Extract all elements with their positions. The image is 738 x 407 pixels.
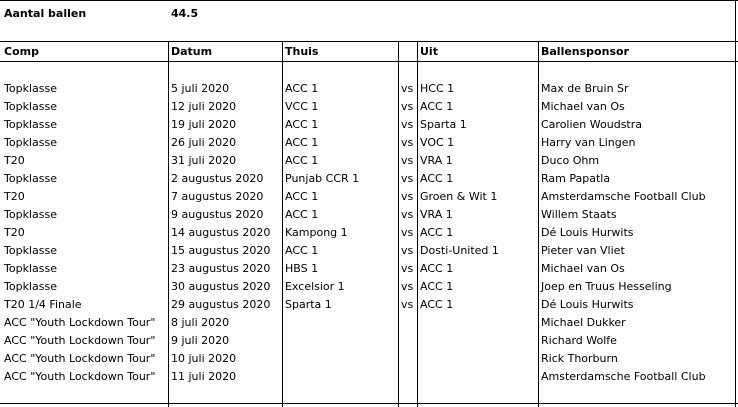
cell-vs: vs [401, 190, 414, 203]
cell-vs: vs [401, 280, 414, 293]
cell-comp: ACC "Youth Lockdown Tour" [4, 370, 156, 383]
cell-datum: 30 augustus 2020 [171, 280, 271, 293]
cell-sponsor: Duco Ohm [541, 154, 600, 167]
cell-datum: 26 juli 2020 [171, 136, 237, 149]
cell-uit: VOC 1 [420, 136, 455, 149]
cell-datum: 10 juli 2020 [171, 352, 237, 365]
cell-comp: Topklasse [4, 118, 57, 131]
cell-vs: vs [401, 244, 414, 257]
cell-uit: Dosti-United 1 [420, 244, 499, 257]
cell-sponsor: Rick Thorburn [541, 352, 618, 365]
cell-sponsor: Amsterdamsche Football Club [541, 370, 706, 383]
cell-sponsor: Harry van Lingen [541, 136, 636, 149]
cell-sponsor: Max de Bruin Sr [541, 82, 629, 95]
col-divider-vs [417, 41, 418, 407]
cell-comp: T20 [4, 154, 25, 167]
cell-datum: 8 juli 2020 [171, 316, 230, 329]
cell-uit: ACC 1 [420, 100, 454, 113]
cell-vs: vs [401, 298, 414, 311]
cell-vs: vs [401, 208, 414, 221]
cell-comp: Topklasse [4, 280, 57, 293]
cell-comp: T20 [4, 226, 25, 239]
cell-thuis: Kampong 1 [285, 226, 348, 239]
col-divider-datum [282, 41, 283, 407]
cell-comp: Topklasse [4, 172, 57, 185]
cell-datum: 2 augustus 2020 [171, 172, 264, 185]
cell-uit: Sparta 1 [420, 118, 467, 131]
cell-uit: ACC 1 [420, 172, 454, 185]
cell-datum: 11 juli 2020 [171, 370, 237, 383]
cell-thuis: ACC 1 [285, 82, 319, 95]
cell-comp: ACC "Youth Lockdown Tour" [4, 316, 156, 329]
cell-datum: 29 augustus 2020 [171, 298, 271, 311]
column-header-comp: Comp [4, 45, 39, 58]
cell-datum: 9 juli 2020 [171, 334, 230, 347]
cell-uit: VRA 1 [420, 154, 453, 167]
cell-comp: T20 [4, 190, 25, 203]
cell-comp: Topklasse [4, 136, 57, 149]
right-border [735, 0, 736, 407]
cell-uit: HCC 1 [420, 82, 455, 95]
cell-sponsor: Dé Louis Hurwits [541, 226, 634, 239]
cell-uit: ACC 1 [420, 280, 454, 293]
cell-sponsor: Richard Wolfe [541, 334, 617, 347]
cell-vs: vs [401, 262, 414, 275]
cell-sponsor: Michael van Os [541, 100, 625, 113]
cell-thuis: Excelsior 1 [285, 280, 345, 293]
cell-vs: vs [401, 226, 414, 239]
cell-thuis: ACC 1 [285, 208, 319, 221]
cell-comp: Topklasse [4, 262, 57, 275]
column-header-underline [0, 61, 738, 62]
cell-comp: Topklasse [4, 82, 57, 95]
cell-datum: 9 augustus 2020 [171, 208, 264, 221]
cell-sponsor: Michael van Os [541, 262, 625, 275]
ball-count-label: Aantal ballen [4, 7, 87, 20]
cell-sponsor: Dé Louis Hurwits [541, 298, 634, 311]
top-border [0, 0, 738, 1]
column-header-datum: Datum [171, 45, 213, 58]
col-divider-uit [538, 41, 539, 407]
cell-thuis: ACC 1 [285, 118, 319, 131]
cell-thuis: ACC 1 [285, 190, 319, 203]
cell-vs: vs [401, 136, 414, 149]
cell-thuis: HBS 1 [285, 262, 319, 275]
cell-sponsor: Carolien Woudstra [541, 118, 643, 131]
cell-thuis: ACC 1 [285, 244, 319, 257]
column-header-thuis: Thuis [285, 45, 319, 58]
cell-datum: 12 juli 2020 [171, 100, 237, 113]
cell-thuis: ACC 1 [285, 154, 319, 167]
cell-datum: 15 augustus 2020 [171, 244, 271, 257]
ball-count-value: 44.5 [171, 7, 199, 20]
cell-datum: 5 juli 2020 [171, 82, 230, 95]
cell-datum: 31 juli 2020 [171, 154, 237, 167]
cell-comp: Topklasse [4, 244, 57, 257]
cell-comp: ACC "Youth Lockdown Tour" [4, 352, 156, 365]
header-separator [0, 41, 738, 42]
cell-thuis: ACC 1 [285, 136, 319, 149]
cell-comp: ACC "Youth Lockdown Tour" [4, 334, 156, 347]
column-header-sponsor: Ballensponsor [541, 45, 629, 58]
cell-comp: T20 1/4 Finale [4, 298, 82, 311]
cell-uit: ACC 1 [420, 298, 454, 311]
cell-uit: ACC 1 [420, 262, 454, 275]
cell-vs: vs [401, 82, 414, 95]
cell-vs: vs [401, 172, 414, 185]
bottom-border [0, 403, 738, 404]
cell-sponsor: Pieter van Vliet [541, 244, 625, 257]
col-divider-thuis [398, 41, 399, 407]
cell-datum: 19 juli 2020 [171, 118, 237, 131]
cell-vs: vs [401, 100, 414, 113]
column-header-uit: Uit [420, 45, 438, 58]
col-divider-comp [168, 41, 169, 407]
cell-vs: vs [401, 118, 414, 131]
cell-uit: VRA 1 [420, 208, 453, 221]
cell-comp: Topklasse [4, 208, 57, 221]
cell-comp: Topklasse [4, 100, 57, 113]
cell-sponsor: Willem Staats [541, 208, 617, 221]
cell-thuis: Sparta 1 [285, 298, 332, 311]
cell-sponsor: Ram Papatla [541, 172, 611, 185]
cell-thuis: VCC 1 [285, 100, 319, 113]
cell-datum: 7 augustus 2020 [171, 190, 264, 203]
cell-sponsor: Michael Dukker [541, 316, 626, 329]
cell-datum: 14 augustus 2020 [171, 226, 271, 239]
cell-thuis: Punjab CCR 1 [285, 172, 360, 185]
cell-datum: 23 augustus 2020 [171, 262, 271, 275]
cell-vs: vs [401, 154, 414, 167]
cell-sponsor: Amsterdamsche Football Club [541, 190, 706, 203]
cell-sponsor: Joep en Truus Hesseling [541, 280, 672, 293]
cell-uit: ACC 1 [420, 226, 454, 239]
cell-uit: Groen & Wit 1 [420, 190, 498, 203]
